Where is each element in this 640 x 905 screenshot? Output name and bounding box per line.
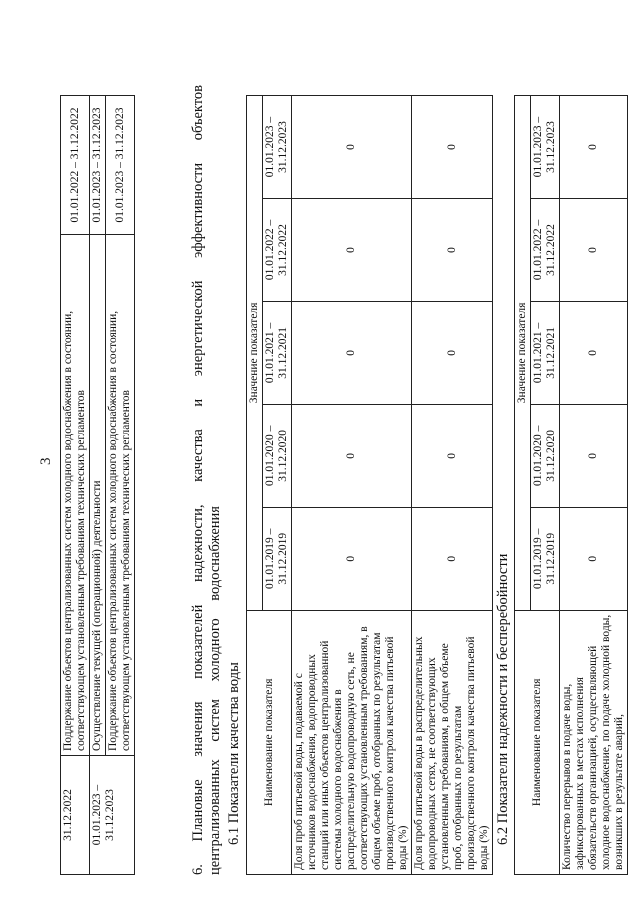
section-6-heading xyxy=(190,85,224,875)
row-period: 01.01.2023 – 31.12.2023 xyxy=(106,96,135,235)
indicator-value: 0 xyxy=(412,96,493,199)
water-quality-table xyxy=(246,95,493,875)
indicator-value: 0 xyxy=(560,198,628,301)
name-column-header: Наименование показателя xyxy=(247,610,292,874)
period-header: 01.01.2022 – 31.12.2022 xyxy=(531,198,560,301)
value-column-header: Значение показателя xyxy=(247,96,263,611)
reliability-table xyxy=(514,95,628,875)
value-column-header: Значение показателя xyxy=(515,96,531,611)
indicator-value: 0 xyxy=(292,198,412,301)
indicator-name: Доля проб питьевой воды в распределительных водопроводных сетях, не соответствующих установленным требованиям, в общем объеме проб, отобранных по результатам производственного контроля качества питьевой воды (%) xyxy=(412,610,493,874)
row-description: Поддержание объектов централизованных систем холодного водоснабжения в состоянии, соответствующем установленным требованиям технических регламентов xyxy=(61,235,90,756)
period-header: 01.01.2023 – 31.12.2023 xyxy=(263,96,292,199)
section-6-2-heading: 6.2 Показатели надежности и бесперебойности xyxy=(495,553,511,845)
indicator-value: 0 xyxy=(412,507,493,610)
indicator-value: 0 xyxy=(560,404,628,507)
table-row xyxy=(61,96,90,875)
section-6-heading-text: 6. Плановые значения показателей надежности, качества и энергетической эффективности объектов централизованных систем холодного водоснабжения xyxy=(190,85,223,875)
indicator-value: 0 xyxy=(412,301,493,404)
period-header: 01.01.2019 – 31.12.2019 xyxy=(263,507,292,610)
table-row xyxy=(560,96,628,875)
period-header: 01.01.2021 – 31.12.2021 xyxy=(531,301,560,404)
indicator-value: 0 xyxy=(292,301,412,404)
indicator-value: 0 xyxy=(560,96,628,199)
period-header: 01.01.2021 – 31.12.2021 xyxy=(263,301,292,404)
row-description: Поддержание объектов централизованных систем холодного водоснабжения в состоянии, соответствующем установленным требованиям технических регламентов xyxy=(106,235,135,756)
table-row xyxy=(90,96,106,875)
section-6-1-heading: 6.1 Показатели качества воды xyxy=(226,662,242,845)
indicator-name: Доля проб питьевой воды, подаваемой с источников водоснабжения, водопроводных станций или иных объектов централизованной системы холодного водоснабжения в распределительную водопроводную сеть, не соответствующих установленным требованиям, в общем объеме проб, отобранных по результатам производственного контроля качества питьевой воды (%) xyxy=(292,610,412,874)
period-header: 01.01.2023 – 31.12.2023 xyxy=(531,96,560,199)
plan-table xyxy=(60,95,135,875)
row-period: 01.01.2022 – 31.12.2022 xyxy=(61,96,90,235)
period-header: 01.01.2020 – 31.12.2020 xyxy=(263,404,292,507)
header-row xyxy=(247,96,263,875)
indicator-value: 0 xyxy=(412,198,493,301)
row-date: 31.12.2022 xyxy=(61,756,90,875)
indicator-value: 0 xyxy=(292,404,412,507)
indicator-value: 0 xyxy=(292,96,412,199)
name-column-header: Наименование показателя xyxy=(515,610,560,874)
row-description: Осуществление текущей (операционной) деятельности xyxy=(90,235,106,756)
period-header: 01.01.2019 – 31.12.2019 xyxy=(531,507,560,610)
period-header: 01.01.2022 – 31.12.2022 xyxy=(263,198,292,301)
table-row xyxy=(292,96,412,875)
indicator-value: 0 xyxy=(292,507,412,610)
indicator-value: 0 xyxy=(412,404,493,507)
indicator-value: 0 xyxy=(560,301,628,404)
header-row xyxy=(515,96,531,875)
period-header: 01.01.2020 – 31.12.2020 xyxy=(531,404,560,507)
row-period: 01.01.2023 – 31.12.2023 xyxy=(90,96,106,235)
indicator-value: 0 xyxy=(560,507,628,610)
table-row xyxy=(412,96,493,875)
row-date: 01.01.2023 – 31.12.2023 xyxy=(90,756,135,875)
indicator-name: Количество перерывов в подаче воды, зафиксированных в местах исполнения обязательств организацией, осуществляющей холодное водоснабжение, по подаче холодной воды, возникших в результате аварий, xyxy=(560,610,628,874)
page-number: 3 xyxy=(38,457,54,465)
